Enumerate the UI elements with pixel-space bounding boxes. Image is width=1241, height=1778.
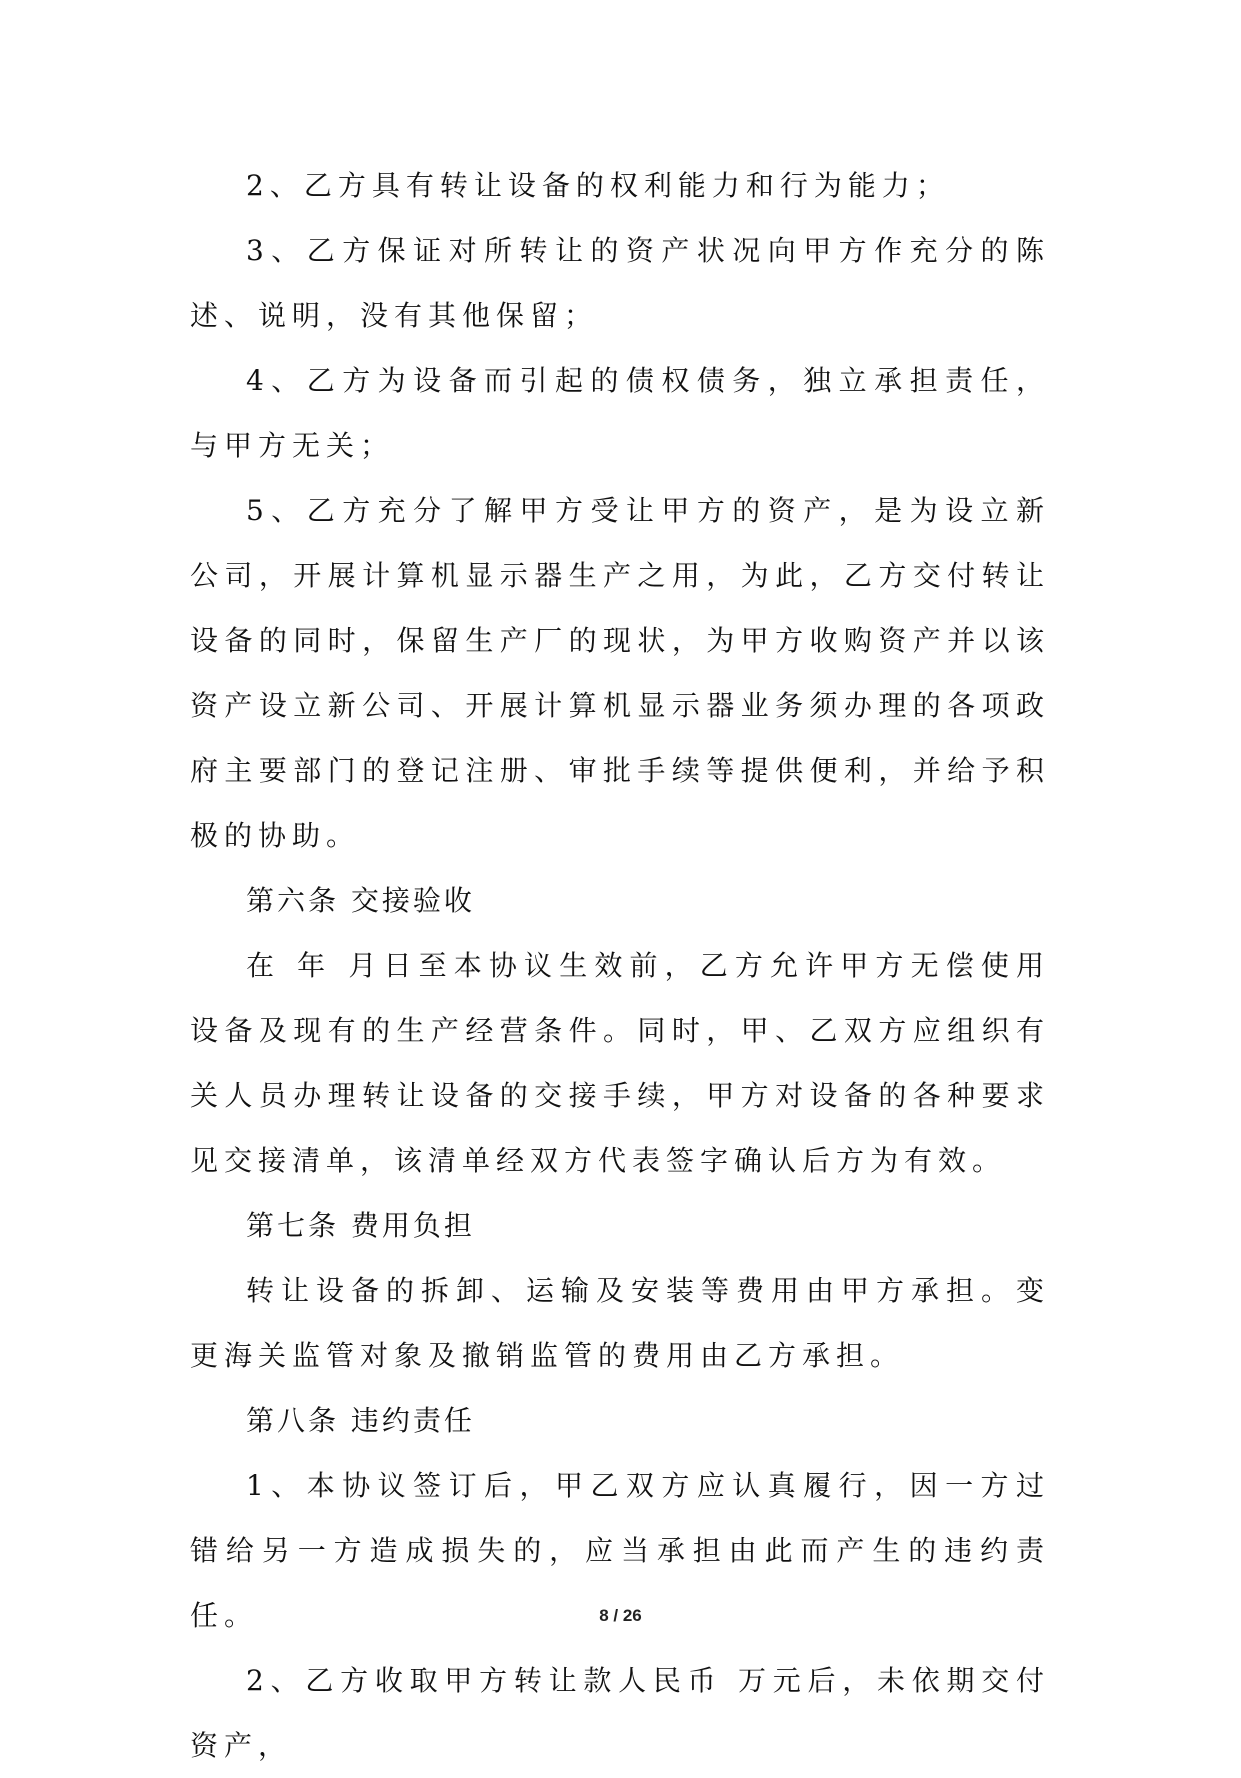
clause-item-4: 4、乙方为设备而引起的债权债务，独立承担责任，与甲方无关； (190, 364, 1050, 462)
clause-item-2: 2、乙方具有转让设备的权利能力和行为能力； (246, 169, 950, 202)
article-6-body: 在 年 月日至本协议生效前，乙方允许甲方无偿使用设备及现有的生产经营条件。同时，甲、乙双方应组织有关人员办理转让设备的交接手续，甲方对设备的各种要求见交接清单，该清单经双方代表签字确认后方为有效。 (190, 949, 1050, 1177)
article-8-item-2: 2、乙方收取甲方转让款人民币 万元后，未依期交付资产， (190, 1664, 1050, 1762)
article-6-heading: 第六条 交接验收 (246, 884, 475, 917)
document-body (190, 153, 1050, 1778)
article-8-heading: 第八条 违约责任 (246, 1404, 475, 1437)
article-7-body: 转让设备的拆卸、运输及安装等费用由甲方承担。变更海关监管对象及撤销监管的费用由乙方承担。 (190, 1274, 1050, 1372)
clause-item-3: 3、乙方保证对所转让的资产状况向甲方作充分的陈述、说明，没有其他保留； (190, 234, 1050, 332)
clause-item-5: 5、乙方充分了解甲方受让甲方的资产，是为设立新公司，开展计算机显示器生产之用，为此，乙方交付转让设备的同时，保留生产厂的现状，为甲方收购资产并以该资产设立新公司、开展计算机显示器业务须办理的各项政府主要部门的登记注册、审批手续等提供便利，并给予积极的协助。 (190, 494, 1050, 852)
article-8-item-1: 1、本协议签订后，甲乙双方应认真履行，因一方过错给另一方造成损失的，应当承担由此而产生的违约责任。 (190, 1469, 1050, 1632)
article-7-heading: 第七条 费用负担 (246, 1209, 475, 1242)
page-number: 8 / 26 (599, 1606, 642, 1625)
